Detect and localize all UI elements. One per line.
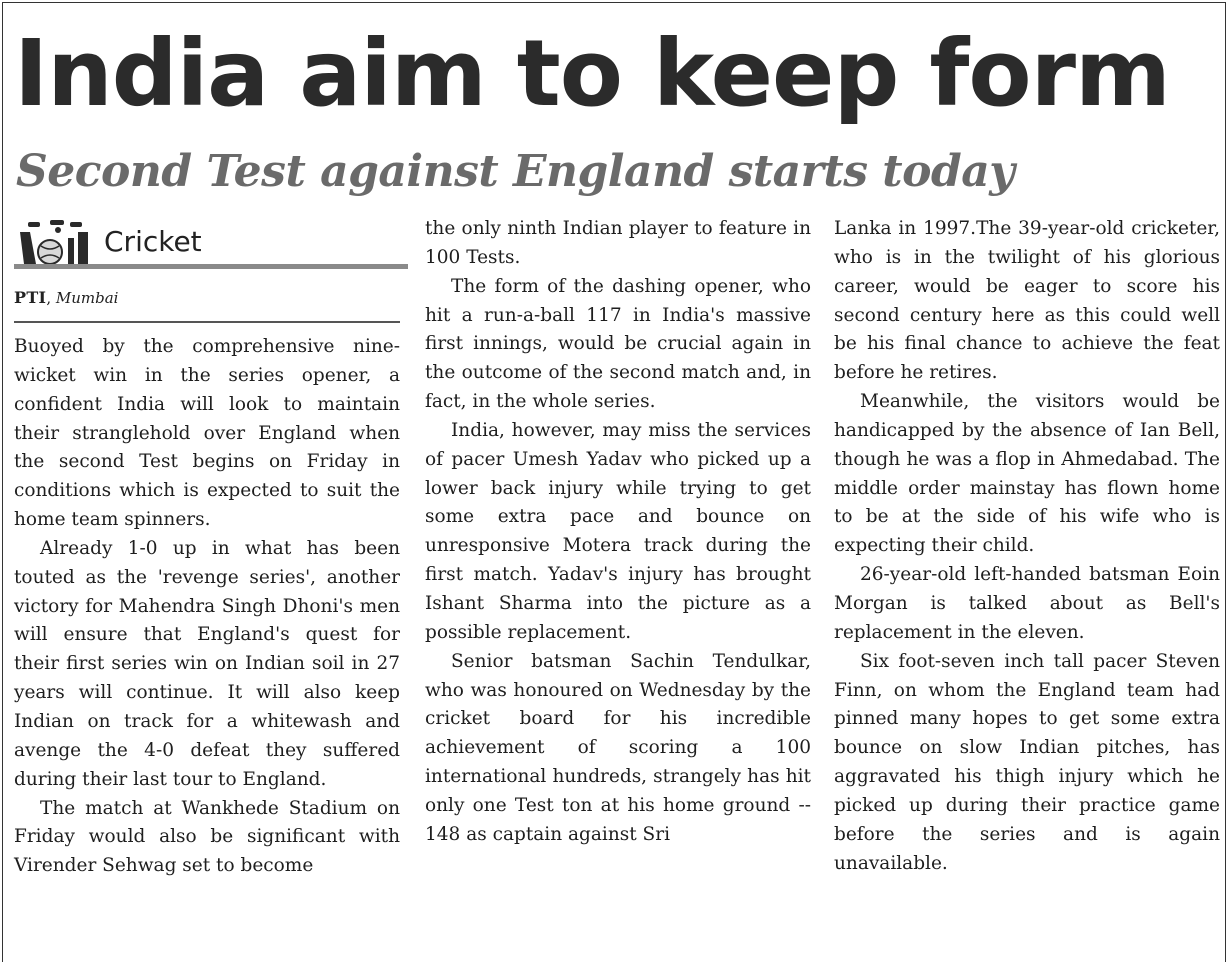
headline: India aim to keep form xyxy=(14,20,1170,127)
article-column-2 xyxy=(425,215,811,850)
article-column-3 xyxy=(834,215,1220,878)
body-paragraph: 26-year-old left-handed batsman Eoin Morgan is talked about as Bell's replacement in the eleven. xyxy=(834,564,1220,643)
body-paragraph: Lanka in 1997.The 39-year-old cricketer, who is in the twilight of his glorious career, would be eager to score his second century here as this could well be his final chance to achieve the feat before he retires. xyxy=(834,218,1220,384)
section-rule xyxy=(14,264,408,269)
article-column-1 xyxy=(14,333,400,881)
body-paragraph: The form of the dashing opener, who hit a run-a-ball 117 in India's massive first innings, would be crucial again in the outcome of the second match and, in fact, in the whole series. xyxy=(425,275,811,413)
subheadline: Second Test against England starts today xyxy=(16,146,1015,197)
section-logo xyxy=(14,218,408,270)
body-paragraph: Six foot-seven inch tall pacer Steven Finn, on whom the England team had pinned many hopes to get some extra bounce on slow Indian pitches, has aggravated his thigh injury which he picked up during their practice game before the series and is again unavailable. xyxy=(834,650,1220,874)
body-paragraph: Senior batsman Sachin Tendulkar, who was honoured on Wednesday by the cricket board for his incredible achievement of scoring a 100 international hundreds, strangely has hit only one Test ton at his home ground -- 148 as captain against Sri xyxy=(425,650,811,845)
section-label: Cricket xyxy=(104,225,202,258)
byline-place: Mumbai xyxy=(55,289,119,307)
byline xyxy=(14,288,118,307)
body-paragraph: Buoyed by the comprehensive nine-wicket win in the series opener, a confident India will look to maintain their stranglehold over England when the second Test begins on Friday in conditions which is expected to suit the home team spinners. xyxy=(14,336,400,531)
body-paragraph: Meanwhile, the visitors would be handicapped by the absence of Ian Bell, though he was a flop in Ahmedabad. The middle order mainstay has flown home to be at the side of his wife who is expecting their child. xyxy=(834,391,1220,557)
byline-separator: , xyxy=(46,289,56,307)
body-paragraph: India, however, may miss the services of pacer Umesh Yadav who picked up a lower back injury while trying to get some extra pace and bounce on unresponsive Motera track during the first match. Yadav's injury has brought Ishant Sharma into the picture as a possible replacement. xyxy=(425,419,811,643)
byline-rule xyxy=(14,321,400,323)
body-paragraph: The match at Wankhede Stadium on Friday would also be significant with Virender Sehwag set to become xyxy=(14,797,400,877)
byline-agency: PTI xyxy=(14,288,47,307)
body-paragraph: the only ninth Indian player to feature in 100 Tests. xyxy=(425,218,811,268)
cricket-bat-ball-icon xyxy=(14,218,94,266)
body-paragraph: Already 1-0 up in what has been touted as the 'revenge series', another victory for Mahendra Singh Dhoni's men will ensure that England's quest for their first series win on Indian soil in 27 years will continue. It will also keep Indian on track for a whitewash and avenge the 4-0 defeat they suffered during their last tour to England. xyxy=(14,537,400,790)
